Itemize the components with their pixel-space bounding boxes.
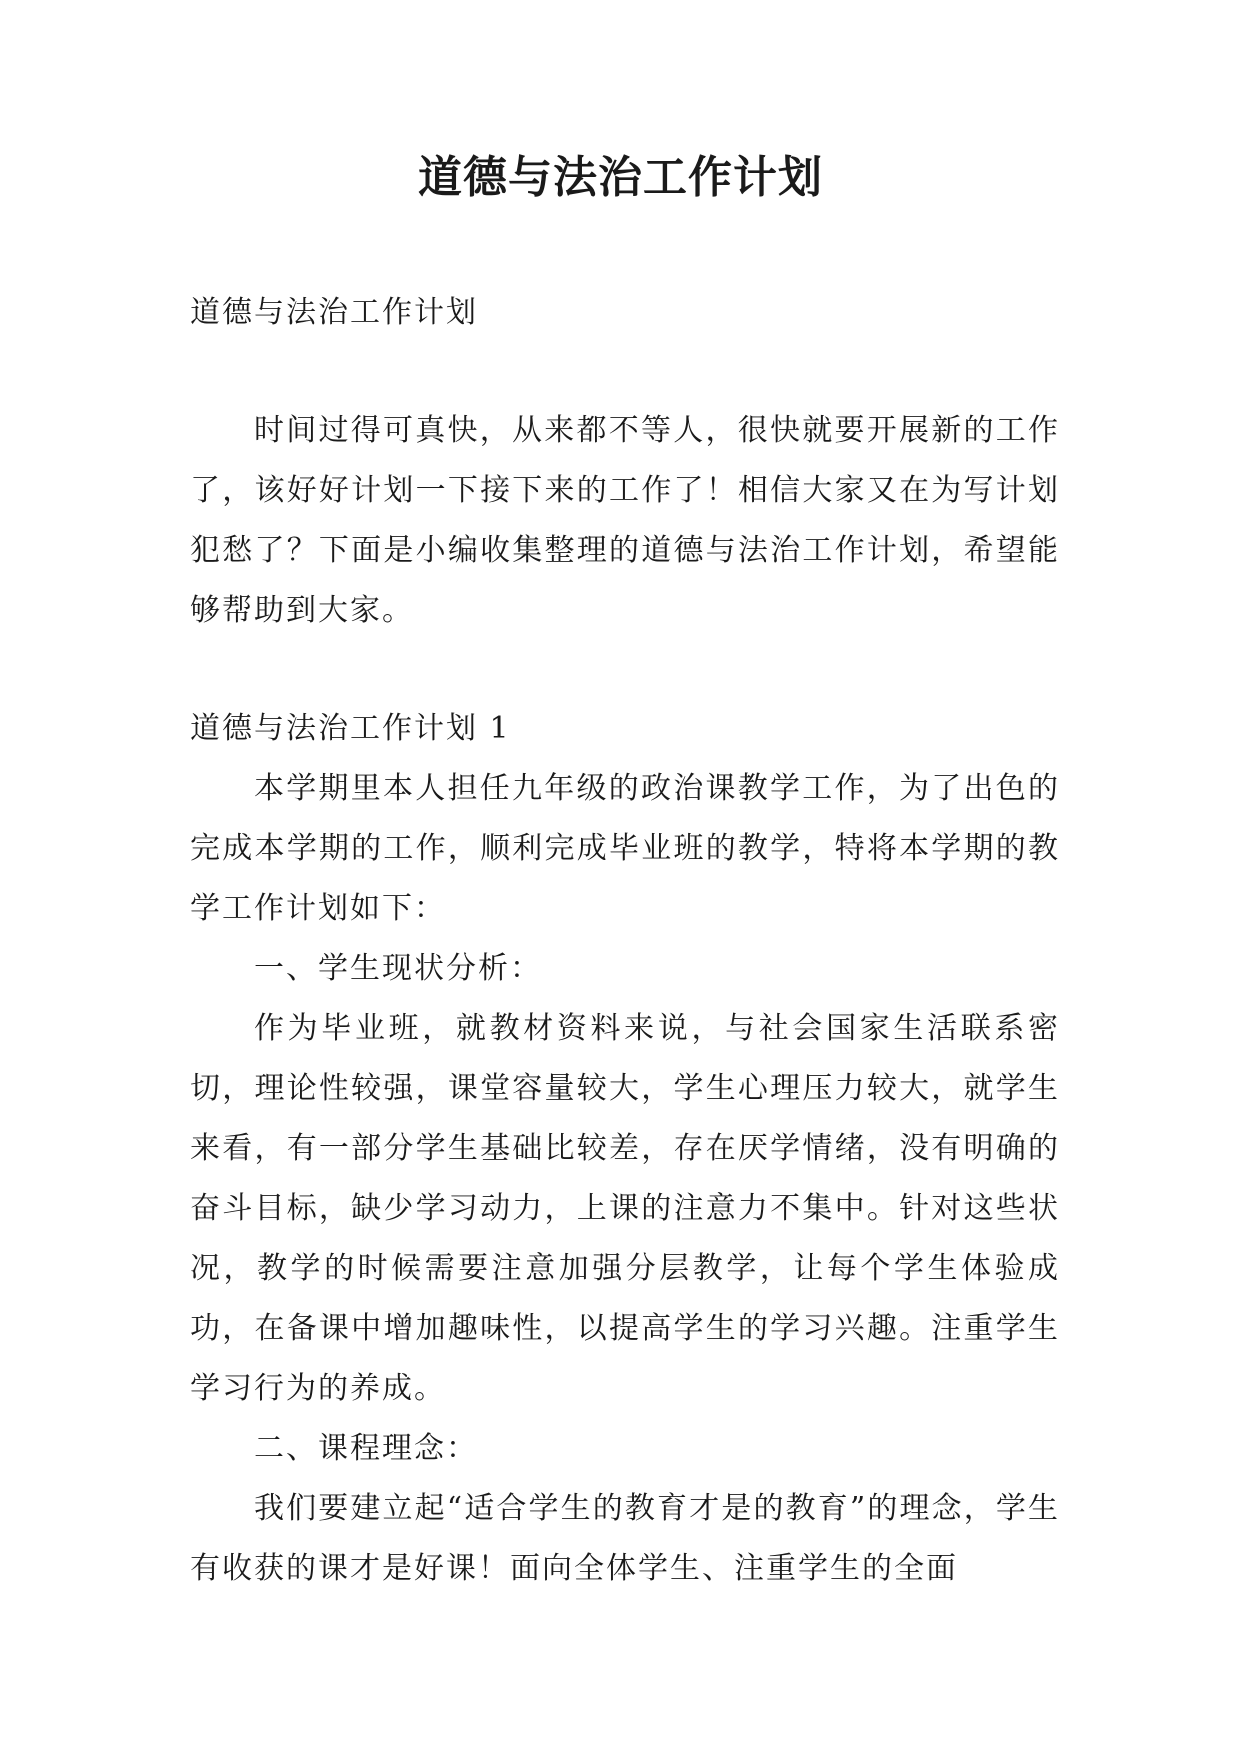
students-paragraph: 作为毕业班，就教材资料来说，与社会国家生活联系密切，理论性较强，课堂容量较大，学生心理压力较大，就学生来看，有一部分学生基础比较差，存在厌学情绪，没有明确的奋斗目标，缺少学习动力，上课的注意力不集中。针对这些状况，教学的时候需要注意加强分层教学，让每个学生体验成功，在备课中增加趣味性，以提高学生的学习兴趣。注重学生学习行为的养成。 — [190, 1011, 1060, 1406]
document-subtitle: 道德与法治工作计划 — [190, 295, 478, 330]
section-heading: 道德与法治工作计划 1 — [190, 711, 511, 746]
document-body — [190, 283, 1060, 1599]
subheading-concept: 二、课程理念： — [254, 1431, 478, 1466]
section-paragraph: 本学期里本人担任九年级的政治课教学工作，为了出色的完成本学期的工作，顺利完成毕业班的教学，特将本学期的教学工作计划如下： — [190, 771, 1060, 926]
concept-paragraph: 我们要建立起“适合学生的教育才是的教育”的理念，学生有收获的课才是好课！面向全体学生、注重学生的全面 — [190, 1491, 1060, 1586]
document-title: 道德与法治工作计划 — [418, 152, 823, 203]
subheading-students: 一、学生现状分析： — [254, 951, 542, 986]
intro-paragraph: 时间过得可真快，从来都不等人，很快就要开展新的工作了，该好好计划一下接下来的工作了！相信大家又在为写计划犯愁了？下面是小编收集整理的道德与法治工作计划，希望能够帮助到大家。 — [190, 413, 1060, 628]
